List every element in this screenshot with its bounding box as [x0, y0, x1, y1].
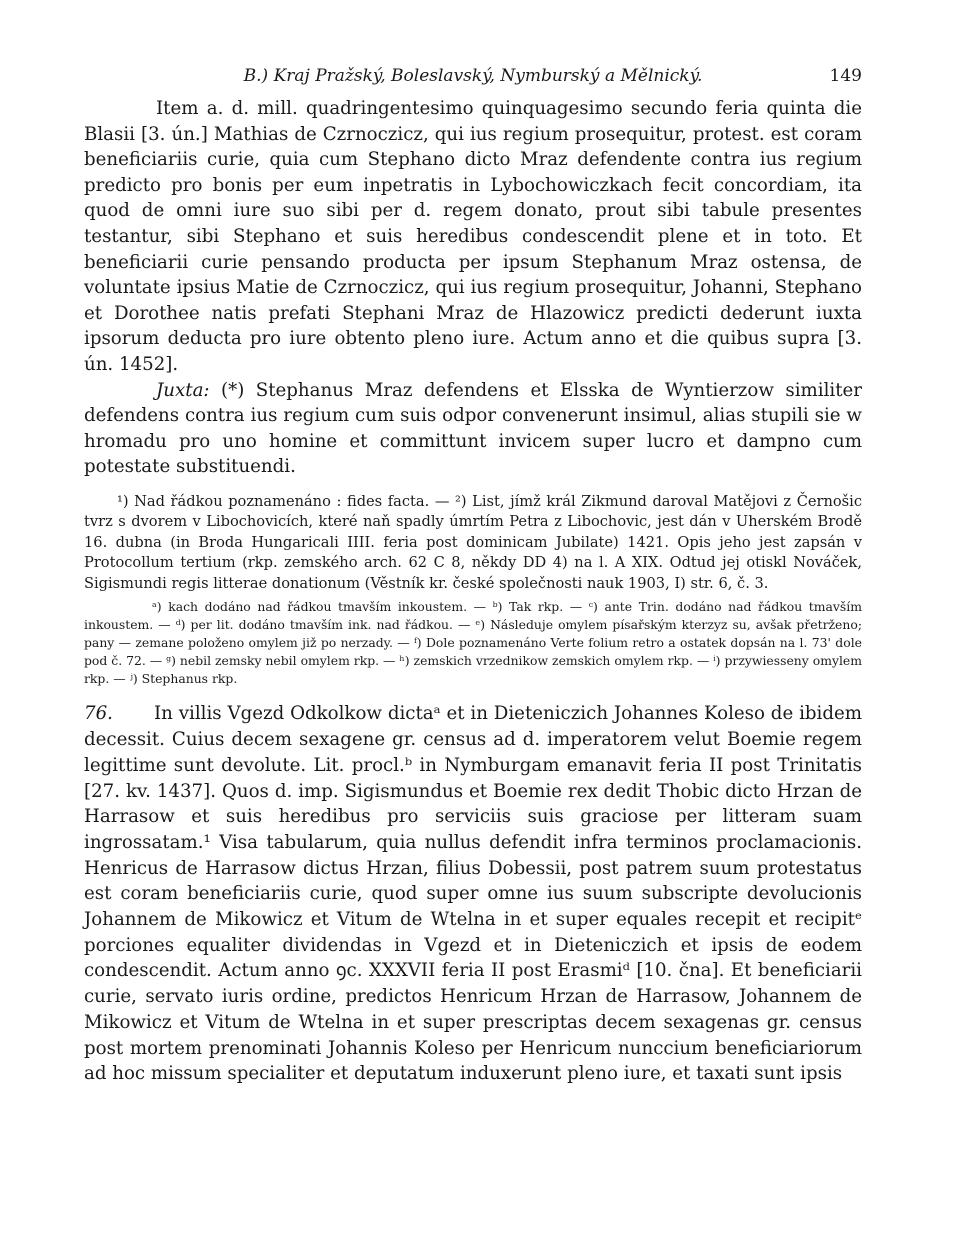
textual-variants: [84, 598, 862, 687]
running-header: [84, 66, 862, 96]
footnotes: [84, 492, 862, 595]
entry-text: In villis Vgezd Odkolkow dictaᵃ et in Dieteniczich Johannes Koleso de ibidem decessit. Cuius decem sexagene gr. census ad d. imperatorem velut Boemie regem legittime sunt devolute. Lit. procl.ᵇ in Nymburgam emanavit feria II post Trinitatis [27. kv. 1437]. Quos d. imp. Sigismundus et Boemie rex dedit Thobic dicto Hrzan de Harrasow et suis heredibus pro serviciis suis graciose per litteram suam ingrossatam.¹ Visa tabularum, quia nullus defendit infra terminos proclamacionis. Henricus de Harrasow dictus Hrzan, filius Dobessii, post patrem suum protestatus est coram beneficiariis curie, quod super omne ius suum subscripte devolucionis Johannem de Mikowicz et Vitum de Wtelna in et super equales recepit et recipitᵉ porciones equaliter dividendas in Vgezd et in Dieteniczich et ipsis de eodem condescendit. Actum anno ꝯc. XXXVII feria II post Erasmiᵈ [10. čna]. Et beneficiarii curie, servato iuris ordine, predictos Henricum Hrzan de Harrasow, Johannem de Mikowicz et Vitum de Wtelna in et super prescriptas decem sexagenas gr. census post mortem prenominati Johannis Koleso per Henricum nunccium beneficiariorum ad hoc missum specialiter et deputatum induxerunt pleno iure, et taxati sunt ipsis: [84, 703, 862, 1085]
entry-number: 76.: [84, 703, 113, 725]
document-page: [84, 66, 862, 1087]
juxta-text: (*) Stephanus Mraz defendens et Elsska de Wyntierzow similiter defendens contra ius regium cum suis odpor convenerunt insimul, alias stupili sie w hromadu pro uno homine et committunt invicem super lucro et dampno cum potestate substituendi.: [84, 379, 862, 478]
juxta-label: Juxta:: [156, 379, 210, 401]
footnote-main: ¹) Nad řádkou poznamenáno : fides facta. — ²) List, jímž král Zikmund daroval Matějovi z Černošic tvrz s dvorem v Libochovicích, které naň spadly úmrtím Petra z Libochovic, jest dán v Uherském Brodě 16. dubna (in Broda Hungaricali IIII. feria post dominicam Jubilate) 1421. Opis jeho jest zapsán v Protocollum tertium (rkp. zemského arch. 62 C 8, někdy DD 4) na l. A XIX. Odtud jej otiskl Nováček, Sigismundi regis litterae donationum (Věstník kr. české společnosti nauk 1903, I) str. 6, č. 3.: [84, 492, 862, 592]
page-number: 149: [829, 66, 862, 86]
paragraph-juxta: [84, 378, 862, 480]
main-text: [84, 96, 862, 480]
variant-notes: ᵃ) kach dodáno nad řádkou tmavším inkoustem. — ᵇ) Tak rkp. — ᶜ) ante Trin. dodáno nad řádkou tmavším inkoustem. — ᵈ) per lit. dodáno tmavším ink. nad řádkou. — ᵉ) Následuje omylem písařským kterzyz su, avšak přetrženo; pany — zemane položeno omylem již po nerzady. — ᶠ) Dole poznamenáno Verte folium retro a ostatek dopsán na l. 73' dole pod č. 72. — ᵍ) nebil zemsky nebil omylem rkp. — ʰ) zemskich vrzednikow zemskich omylem rkp. — ⁱ) przywiesseny omylem rkp. — ʲ) Stephanus rkp.: [84, 599, 862, 686]
header-title: B.) Kraj Pražský, Boleslavský, Nymburský a Mělnický.: [243, 66, 703, 86]
paragraph-item: Item a. d. mill. quadringentesimo quinquagesimo secundo feria quinta die Blasii [3. ún.] Mathias de Czrnoczicz, qui ius regium prosequitur, protest. est coram beneficiariis curie, quia cum Stephano dicto Mraz defendente contra ius regium predicto pro bonis per eum inpetratis in Lybochowiczkach fecit concordiam, ita quod de omni iure suo sibi per d. regem donato, prout sibi tabule presentes testantur, sibi Stephano et suis heredibus condescendit plene et in toto. Et beneficiarii curie pensando producta per ipsum Stephanum Mraz ostensa, de voluntate ipsius Matie de Czrnoczicz, qui ius regium prosequitur, Johanni, Stephano et Dorothee natis prefati Stephani Mraz de Hlazowicz predicti dederunt iuxta ipsorum deducta pro iure obtento pleno iure. Actum anno et die quibus supra [3. ún. 1452].: [84, 98, 862, 375]
entry-paragraph: [84, 701, 862, 1087]
entry-76: [84, 701, 862, 1087]
